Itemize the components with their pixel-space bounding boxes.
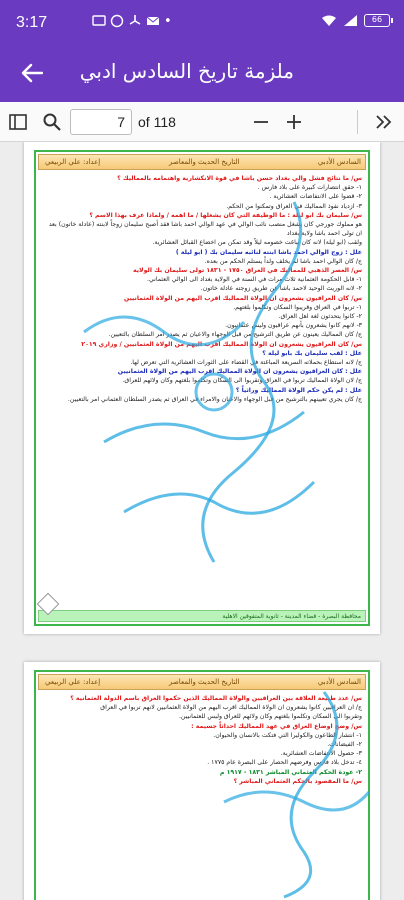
text-line: ١- تربوا في العراق وقريبوا السكان وتكلموا بلغتهم. bbox=[233, 303, 362, 311]
pdf-viewer[interactable] bbox=[0, 142, 404, 900]
page-header bbox=[38, 674, 366, 690]
text-line: ٢- لانه الوريث الوحيد لاحمد باشا عن طريق زوجته عادلة خاتون. bbox=[200, 285, 362, 293]
sidebar-toggle-icon bbox=[9, 114, 27, 130]
document-title: ملزمة تاريخ السادس ادبي bbox=[79, 59, 294, 83]
text-line: س/ ما نتائج فشل والي بغداد حسن باشا في قوة الانكشارية واهتمامه بالمماليك ؟ bbox=[117, 175, 362, 182]
text-line: علل : كان العراقيون يشعرون ان الولاة المماليك اقرب اليهم من الولاة العثمانيين bbox=[117, 368, 362, 376]
page-border bbox=[34, 670, 370, 900]
text-line: س/ كان العراقيون يشعرون ان الولاة المماليك اقرب اليهم من الولاة العثمانيين / وزاري ٢٠١٩ bbox=[81, 340, 362, 348]
page-body-text bbox=[42, 694, 362, 786]
text-line: ١- حقق انتصارات كبيرة على بلاد فارس . bbox=[257, 184, 362, 192]
more-notifications-icon: • bbox=[164, 14, 172, 29]
text-line: ٢- قضوا على الانتفاضات العشائرية . bbox=[269, 193, 362, 201]
back-button[interactable] bbox=[12, 54, 52, 92]
message-icon bbox=[92, 14, 106, 28]
page-footer: محافظة البصرة - قضاء المدينة - ثانوية المتفوقين الاهلية bbox=[38, 610, 366, 622]
app-bar bbox=[0, 44, 404, 102]
text-line: ٢- الفيضانات. bbox=[327, 741, 362, 749]
text-line: ٤- تدخل بلاد فارس وفرضهم الحصار على البصرة عام ١٧٧٥ . bbox=[207, 759, 362, 767]
text-line: علل : زوج الوالي احمد باشا ابنته لنائبه سليمان بك ( ابو ليلة ) bbox=[175, 248, 362, 256]
signal-icon bbox=[343, 14, 358, 27]
whatsapp-icon bbox=[110, 14, 124, 28]
header-author: إعداد: علي الربيعي bbox=[45, 678, 101, 686]
text-line: ٣- لانهم كانوا يشعرون بأنهم عراقيون وليس عثمانيون. bbox=[225, 322, 362, 330]
text-line: س/ كان العراقيون يشعرون ان الولاة المماليك اقرب اليهم من الولاة العثمانيين bbox=[123, 294, 362, 302]
text-line: س/ عدد طبيعة العلاقة بين العراقيين والولاة المماليك الذين حكموا العراق باسم الدولة العثمانية ؟ bbox=[70, 695, 362, 702]
double-chevron-right-icon bbox=[375, 114, 393, 130]
text-line: ٣- حصول الانتفاضات العشائرية. bbox=[280, 750, 362, 758]
text-line: س/ ما المقصود بالحكم العثماني المباشر ؟ bbox=[233, 777, 362, 785]
system-icons bbox=[321, 14, 390, 27]
text-line: ج/ لانه استطاع بحملاته السريعة المباغتة في القضاء على الثورات العشائرية التي تعرض لها. bbox=[130, 359, 362, 367]
pdf-page-7 bbox=[24, 142, 380, 634]
plus-icon bbox=[285, 113, 303, 131]
header-grade: السادس الأدبي bbox=[317, 158, 361, 166]
header-subject: التاريخ الحديث والمعاصر bbox=[169, 678, 240, 686]
more-tools-button[interactable] bbox=[370, 108, 398, 136]
mail-icon bbox=[146, 14, 160, 28]
toolbar-divider bbox=[357, 110, 358, 134]
text-line: س/ سليمان بك ابو ليلة : ما الوظيفة التي كان يشغلها / ما اهمه / ولماذا عرف بهذا الاسم ؟ bbox=[89, 211, 362, 219]
text-line: ١- قابل الحكومة العثمانية ثلاث مرات في السنة في الولاية بغداد الى الوالي العثماني. bbox=[147, 276, 362, 284]
header-subject: التاريخ الحديث والمعاصر bbox=[169, 158, 240, 166]
text-line: وتقربوا الى السكان وتكلموا بلغتهم وكان ولائهم للعراق وليس للعثمانيين. bbox=[178, 713, 362, 721]
notification-icons bbox=[92, 14, 172, 29]
text-line: ٣- ازدياد نفوذ المماليك في العراق وتمكنوا من الحكم. bbox=[226, 202, 362, 210]
text-line: ١- انتشار الطاعون والكوليرا التي فتكت بالانسان والحيوان. bbox=[213, 731, 362, 739]
wifi-icon bbox=[321, 14, 337, 27]
arrow-left-icon bbox=[21, 63, 43, 83]
text-line: علل : لم يكن حكم الولاة المماليك وراثياً ؟ bbox=[235, 386, 362, 394]
search-button[interactable] bbox=[38, 108, 66, 136]
fan-icon bbox=[128, 14, 142, 28]
battery-icon: 66 bbox=[364, 14, 390, 27]
text-line: ج/ لان الولاة المماليك تربوا في العراق وتقربوا الى السكان وتكلموا بلغتهم وكان ولائهم للعراق. bbox=[122, 377, 362, 385]
page-header bbox=[38, 154, 366, 170]
text-line: ج/ ان العراقيين كانوا يشعرون ان الولاة المماليك اقرب اليهم من الولاة العثمانيين لانهم تربوا في العراق bbox=[100, 704, 362, 712]
page-border bbox=[34, 150, 370, 626]
pdf-page-8 bbox=[24, 662, 380, 900]
pdf-toolbar bbox=[0, 102, 404, 142]
page-body-text bbox=[42, 174, 362, 404]
text-line: س/ وضح اوضاع العراق في عهد المماليك احداثاً جسيمة : bbox=[191, 722, 362, 730]
text-line: ج/ كان المماليك يعينون عن طريق الترشيح من قبل الوجهاء والاعيان ثم يصدر امر السلطان بالتعيين. bbox=[108, 331, 362, 339]
text-line: ٢- كانوا يتحدثون لغة اهل العراق. bbox=[278, 313, 362, 321]
minus-icon bbox=[252, 113, 270, 131]
page-total: of 118 bbox=[138, 114, 176, 130]
zoom-out-button[interactable] bbox=[247, 108, 275, 136]
text-line: ج/ كان الوالي احمد باشا لم يخلف ولداً يستلم الحكم من بعده. bbox=[204, 257, 362, 265]
zoom-in-button[interactable] bbox=[280, 108, 308, 136]
text-line: علل : لقب سليمان بك بابو ليلة ؟ bbox=[262, 349, 362, 357]
status-time: 3:17 bbox=[16, 14, 48, 31]
status-bar bbox=[0, 0, 404, 44]
header-author: إعداد: علي الربيعي bbox=[45, 158, 101, 166]
text-line: هو مملوك جورجي كان يشغل منصب نائب الوالي في عهد الوالي احمد باشا فقد أصبح سليمان زوجاً لابنته (عادلة خاتون) بعد ان تولى احمد باشا ولاية بغداد bbox=[48, 221, 362, 238]
page-number-input[interactable] bbox=[70, 109, 132, 135]
search-icon bbox=[43, 113, 61, 131]
text-line: س/ العصر الذهبي للمماليك في العراق ١٧٥٠ - ١٨٣١ تولى سليمان بك الولاية bbox=[132, 267, 362, 275]
text-line: ج/ كان يجري تعيينهم بالترشيح من قبل الوجهاء والاعيان والامراء في العراق ثم يصدر السلطان العثماني امر بالتعيين. bbox=[67, 395, 362, 403]
text-line: ٢- عودة الحكم العثماني المباشر ١٨٣١ - ١٩١٧ م bbox=[219, 768, 362, 776]
header-grade: السادس الأدبي bbox=[317, 678, 361, 686]
text-line: ولقب (ابو ليلة) لانه كان يباغت خصومه ليلاً وقد تمكن من اخضاع القبائل العشائرية. bbox=[152, 239, 362, 247]
sidebar-toggle-button[interactable] bbox=[4, 108, 32, 136]
